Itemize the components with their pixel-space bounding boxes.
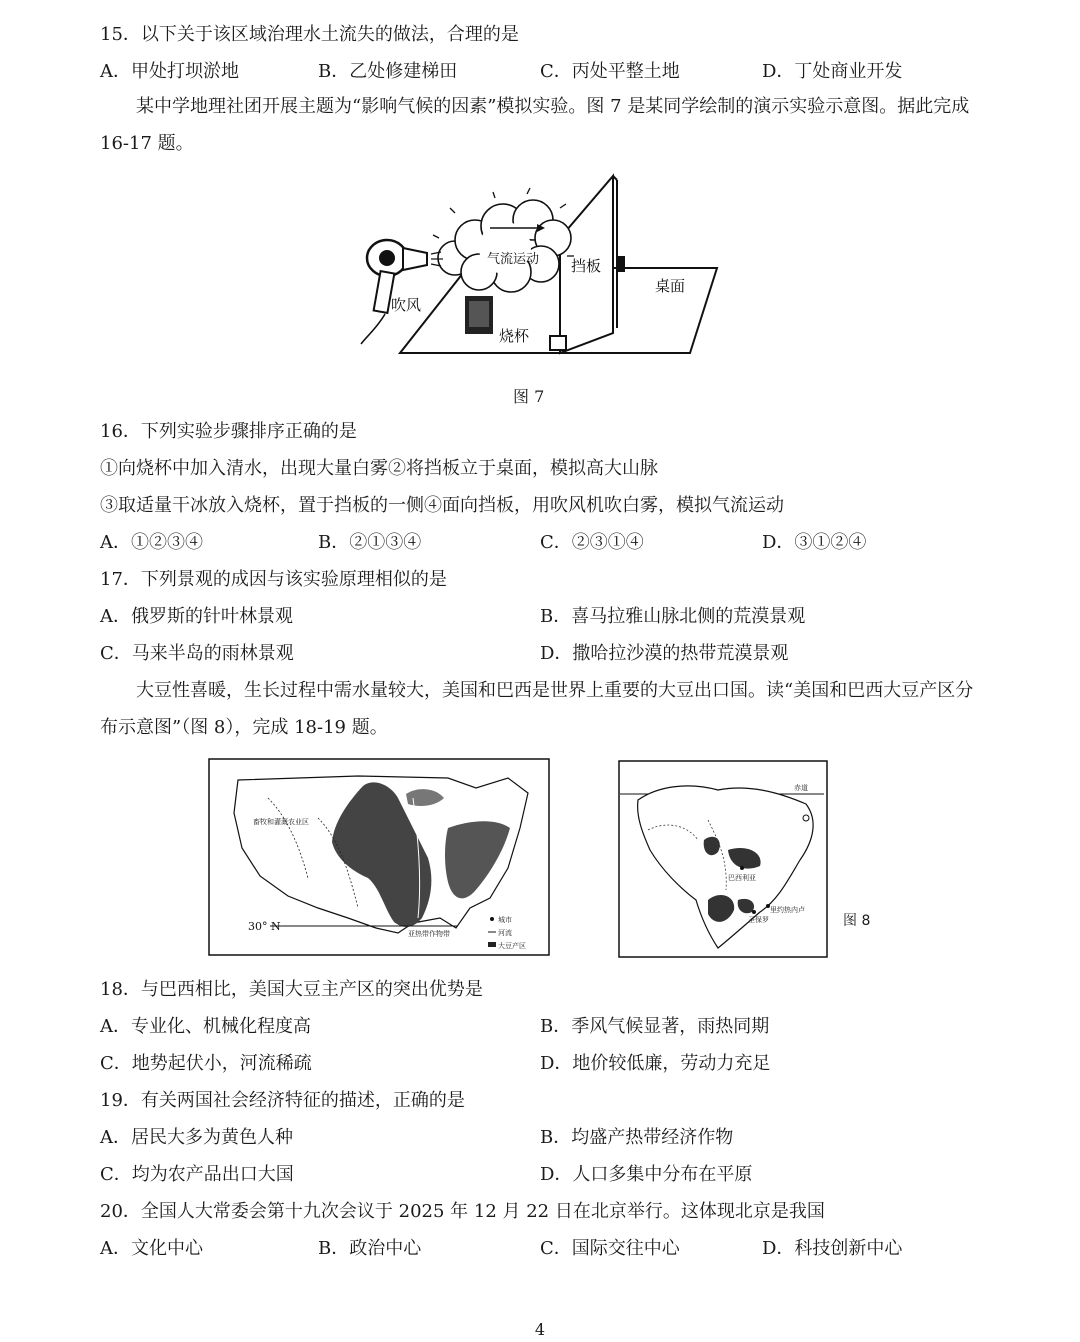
q18-option-a: A．专业化、机械化程度高 [100, 1016, 311, 1037]
q15-stem: 15．以下关于该区域治理水土流失的做法，合理的是 [100, 24, 519, 45]
rio-label: 里约热内卢 [770, 906, 805, 914]
us-lat-label: 30° N [248, 920, 281, 933]
q20-option-a: A．文化中心 [100, 1238, 203, 1259]
legend-city: 城市 [498, 916, 512, 924]
saopaulo-label: 圣保罗 [748, 916, 769, 924]
intro-18-19: 大豆性喜暖，生长过程中需水量较大，美国和巴西是世界上重要的大豆出口国。读“美国和巴西大豆产区分布示意图”（图 8），完成 18-19 题。 [100, 680, 974, 738]
q18-option-c: C．地势起伏小，河流稀疏 [100, 1053, 312, 1074]
q19-option-a: A．居民大多为黄色人种 [100, 1127, 293, 1148]
q19-option-b: B．均盛产热带经济作物 [540, 1127, 734, 1148]
q19-option-d: D．人口多集中分布在平原 [540, 1164, 753, 1185]
q16-option-c: C．②③①④ [540, 532, 644, 553]
figure-7-caption: 图 7 [513, 387, 545, 406]
q15-option-c: C．丙处平整土地 [540, 61, 680, 82]
brasilia-label: 巴西利亚 [728, 874, 756, 882]
intro-16-17: 某中学地理社团开展主题为“影响气候的因素”模拟实验。图 7 是某同学绘制的演示实验示意图。据此完成 16-17 题。 [100, 96, 970, 154]
q20-option-b: B．政治中心 [318, 1238, 422, 1259]
label-airflow: 气流运动 [487, 252, 540, 267]
label-beaker: 烧杯 [499, 327, 530, 345]
label-board: 挡板 [571, 257, 602, 275]
q16-stem: 16．下列实验步骤排序正确的是 [100, 421, 357, 442]
figure-7-experiment-diagram [355, 168, 735, 358]
page-number: 4 [534, 1320, 546, 1339]
q20-stem: 20．全国人大常委会第十九次会议于 2025 年 12 月 22 日在北京举行。这体现北京是我国 [100, 1201, 825, 1222]
q16-option-d: D．③①②④ [762, 532, 867, 553]
label-blow: 吹风 [391, 296, 422, 314]
q16-steps-line-2: ③取适量干冰放入烧杯，置于挡板的一侧④面向挡板，用吹风机吹白雾，模拟气流运动 [100, 495, 784, 516]
q17-stem: 17．下列景观的成因与该实验原理相似的是 [100, 569, 447, 590]
q16-option-b: B．②①③④ [318, 532, 422, 553]
figure-8-us-soybean-map [208, 758, 550, 956]
q15-option-a: A．甲处打坝淤地 [100, 61, 239, 82]
q18-stem: 18．与巴西相比，美国大豆主产区的突出优势是 [100, 979, 483, 1000]
label-desk: 桌面 [655, 277, 686, 295]
legend-soybean: 大豆产区 [498, 942, 526, 950]
q17-option-c: C．马来半岛的雨林景观 [100, 643, 294, 664]
q17-option-d: D．撒哈拉沙漠的热带荒漠景观 [540, 643, 789, 664]
us-region-label: 畜牧和灌溉农业区 [253, 818, 309, 826]
q20-option-c: C．国际交往中心 [540, 1238, 680, 1259]
q18-option-d: D．地价较低廉，劳动力充足 [540, 1053, 771, 1074]
equator-label: 赤道 [794, 784, 808, 792]
q19-option-c: C．均为农产品出口大国 [100, 1164, 294, 1185]
figure-8-caption: 图 8 [843, 913, 871, 929]
figure-8-brazil-soybean-map [618, 760, 830, 958]
legend-river: 河流 [498, 929, 512, 937]
q15-option-d: D．丁处商业开发 [762, 61, 903, 82]
q18-option-b: B．季风气候显著，雨热同期 [540, 1016, 770, 1037]
q16-option-a: A．①②③④ [100, 532, 203, 553]
q17-option-a: A．俄罗斯的针叶林景观 [100, 606, 293, 627]
q17-option-b: B．喜马拉雅山脉北侧的荒漠景观 [540, 606, 806, 627]
q20-option-d: D．科技创新中心 [762, 1238, 903, 1259]
hair-dryer-icon [361, 240, 443, 344]
us-belt-label: 亚热带作物带 [408, 930, 450, 938]
q16-steps-line-1: ①向烧杯中加入清水，出现大量白雾②将挡板立于桌面，模拟高大山脉 [100, 458, 658, 479]
q15-option-b: B．乙处修建梯田 [318, 61, 458, 82]
q19-stem: 19．有关两国社会经济特征的描述，正确的是 [100, 1090, 465, 1111]
board-stand [617, 256, 625, 272]
